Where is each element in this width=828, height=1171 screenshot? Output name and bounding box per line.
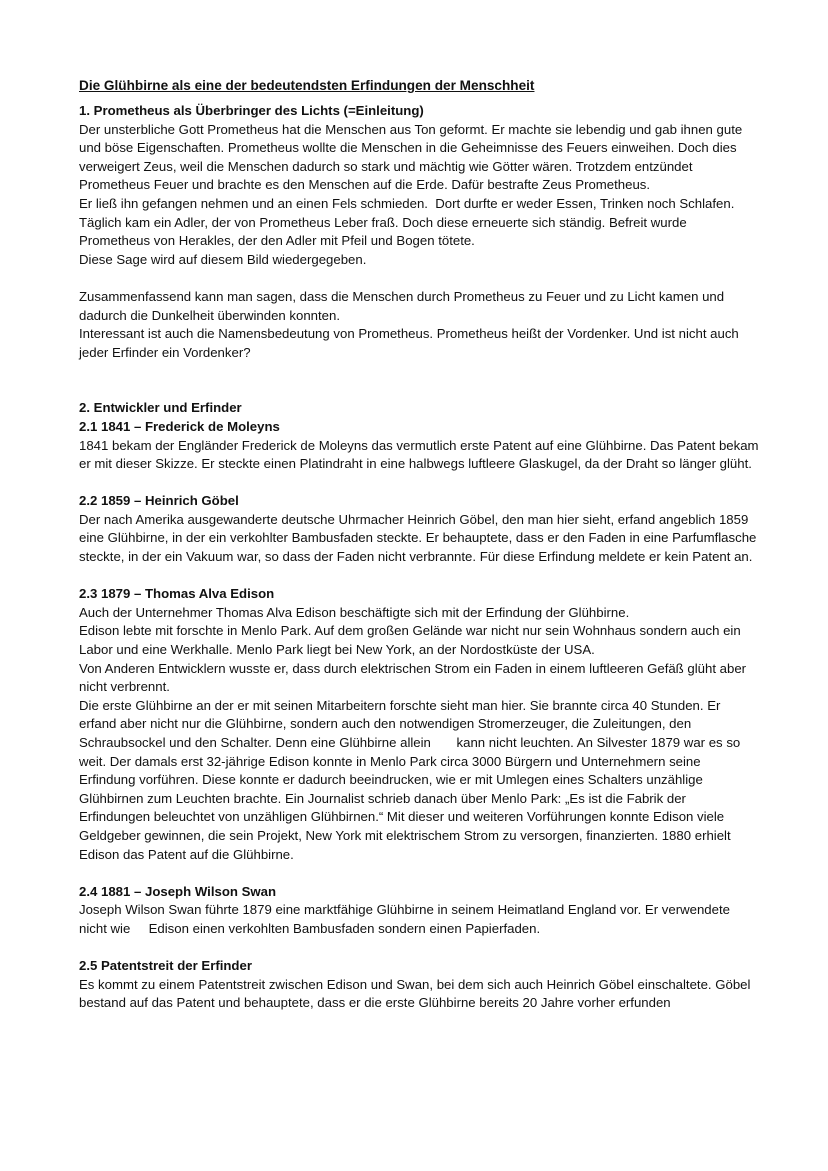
paragraph: Von Anderen Entwicklern wusste er, dass durch elektrischen Strom ein Faden in einem luftleeren Gefäß glüht aber nicht verbrennt.: [79, 660, 747, 695]
paragraph: Joseph Wilson Swan führte 1879 eine marktfähige Glühbirne in seinem Heimatland England vor. Er verwendete nicht wie Edison einen verkohlten Bambusfaden sondern einen Papierfaden.: [79, 902, 734, 936]
paragraph: Zusammenfassend kann man sagen, dass die Menschen durch Prometheus zu Feuer und zu Licht kamen und dadurch die Dunkelheit überwinden konnten.: [79, 288, 725, 323]
paragraph: Der unsterbliche Gott Prometheus hat die Menschen aus Ton geformt. Er machte sie lebendig und gab ihnen gute und böse Eigenschaften. Prometheus wollte die Menschen in die Geheimnisse des Feuers einweihen. Doch dies verweigert Zeus, weil die Menschen dadurch so stark und mächtig wie Götter wären. Trotzdem entzündet Prometheus Feuer und brachte es den Menschen auf die Erde. Dafür bestrafte Zeus Prometheus.: [79, 121, 746, 193]
section-prometheus: [79, 102, 759, 362]
paragraph: Es kommt zu einem Patentstreit zwischen Edison und Swan, bei dem sich auch Heinrich Göbel einschaltete. Göbel bestand auf das Patent und behauptete, dass er die erste Glühbirne bereits 20 Jahre vorher erfunden: [79, 976, 751, 1011]
subsection-heading: 2.5 Patentstreit der Erfinder: [79, 958, 252, 974]
section-heading: 1. Prometheus als Überbringer des Lichts (=Einleitung): [79, 103, 424, 118]
document-page: [79, 76, 759, 1013]
subsection-heading: 2.3 1879 – Thomas Alva Edison: [79, 586, 275, 602]
paragraph: Diese Sage wird auf diesem Bild wiedergegeben.: [79, 251, 367, 267]
paragraph: Interessant ist auch die Namensbedeutung von Prometheus. Prometheus heißt der Vordenker. Und ist nicht auch jeder Erfinder ein Vordenker?: [79, 326, 739, 360]
paragraph: Auch der Unternehmer Thomas Alva Edison beschäftigte sich mit der Erfindung der Glühbirne.: [79, 604, 630, 620]
document-title: Die Glühbirne als eine der bedeutendsten Erfindungen der Menschheit: [79, 78, 535, 93]
subsection-heading: 2.4 1881 – Joseph Wilson Swan: [79, 883, 277, 899]
paragraph: 1841 bekam der Engländer Frederick de Moleyns das vermutlich erste Patent auf eine Glühbirne. Das Patent bekam er mit dieser Skizze. Er steckte einen Platindraht in eine halbwegs luftleere Glaskugel, da der Draht so länger glüht.: [79, 437, 759, 472]
paragraph: Er ließ ihn gefangen nehmen und an einen Fels schmieden. Dort durfte er weder Essen, Trinken noch Schlafen. Täglich kam ein Adler, der von Prometheus Leber fraß. Doch diese erneuerte sich ständig. Befreit wurde Prometheus von Herakles, der den Adler mit Pfeil und Bogen tötete.: [79, 195, 738, 249]
subsection-heading: 2.2 1859 – Heinrich Göbel: [79, 493, 239, 509]
paragraph: Die erste Glühbirne an der er mit seinen Mitarbeitern forschte sieht man hier. Sie brannte circa 40 Stunden. Er erfand aber nicht nur die Glühbirne, sondern auch den notwendigen Stromerzeuger, die Zuleitungen, den Schraubsockel und den Schalter. Denn eine Glühbirne allein kann nicht leuchten. An Silvester 1879 war es so weit. Der damals erst 32-jährige Edison konnte in Menlo Park circa 3000 Bürgern und Unternehmern seine Erfindung vorführen. Diese konnte er dadurch beeindrucken, wie er mit Umlegen eines Schalters unzählige Glühbirnen zum Leuchten brachte. Ein Journalist schrieb danach über Menlo Park: „Es ist die Fabrik der Erfindungen beleuchtet von unzähligen Glühbirnen.“ Mit dieser und weiteren Vorführungen konnte Edison viele Geldgeber gewinnen, die sein Projekt, New York mit elektrischem Strom zu versorgen, finanzierten. 1880 erhielt Edison das Patent auf die Glühbirne.: [79, 697, 744, 862]
section-entwickler: [79, 399, 759, 1013]
paragraph: Edison lebte mit forschte in Menlo Park. Auf dem großen Gelände war nicht nur sein Wohnhaus sondern auch ein Labor und eine Werkhalle. Menlo Park liegt bei New York, an der Nordostküste der USA.: [79, 623, 741, 658]
section-heading: 2. Entwickler und Erfinder: [79, 400, 242, 416]
paragraph: Der nach Amerika ausgewanderte deutsche Uhrmacher Heinrich Göbel, den man hier sieht, erfand angeblich 1859 eine Glühbirne, in der ein verkohlter Bambusfaden steckte. Er behauptete, dass er den Faden in eine Parfumflasche steckte, in der ein Vakuum war, so dass der Faden nicht verbrannte. Für diese Erfindung meldete er kein Patent an.: [79, 511, 757, 565]
subsection-heading: 2.1 1841 – Frederick de Moleyns: [79, 418, 280, 434]
